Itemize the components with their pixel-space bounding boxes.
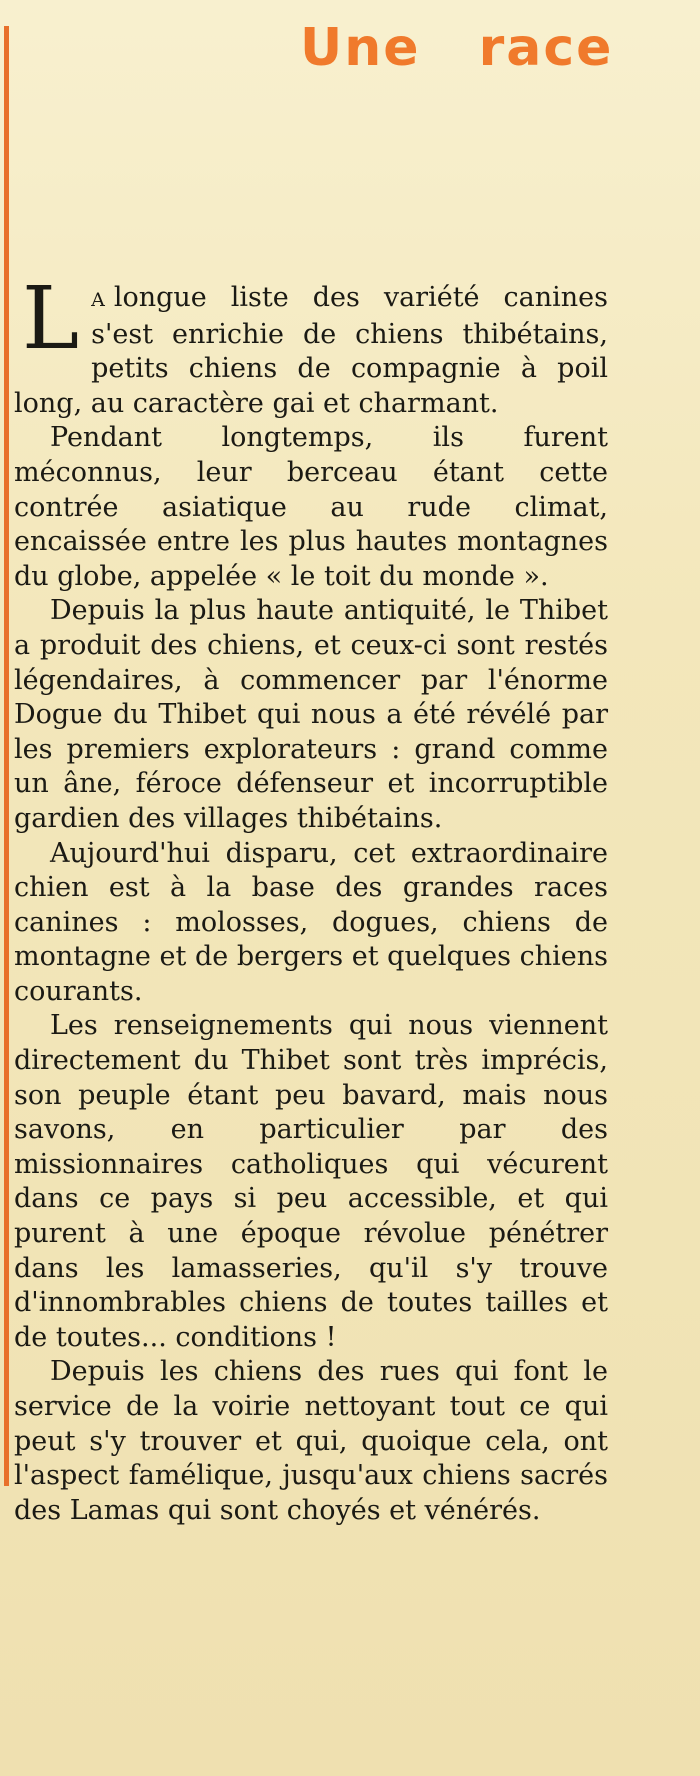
paragraph-2: Pendant longtemps, ils furent méconnus, leur berceau étant cette contrée asiatique au rude climat, encaissée entre les plus hautes montagnes du globe, appelée « le toit du monde ».: [14, 422, 608, 592]
margin-rule: [4, 26, 9, 1486]
paragraph-6: Depuis les chiens des rues qui font le service de la voirie nettoyant tout ce qui peut s'y trouver et qui, quoique cela, ont l'aspect famélique, jusqu'aux chiens sacrés des Lamas qui sont choyés et vénérés.: [14, 1356, 608, 1526]
paragraph-3: Depuis la plus haute antiquité, le Thibet a produit des chiens, et ceux-ci sont restés légendaires, à commencer par l'énorme Dogue du Thibet qui nous a été révélé par les premiers explorateurs : grand comme un âne, féroce défenseur et incorruptible gardien des villages thibétains.: [14, 595, 608, 834]
paragraph-1: [14, 269, 608, 421]
paragraph-5: Les renseignements qui nous viennent directement du Thibet sont très imprécis, son peuple étant peu bavard, mais nous savons, en particulier par des missionnaires catholiques qui vécurent dans ce pays si peu accessible, et qui purent à une époque révolue pénétrer dans les lamasseries, qu'il s'y trouve d'innombrables chiens de toutes tailles et de toutes... conditions !: [14, 1010, 608, 1353]
drop-cap: L: [22, 269, 80, 369]
article-body: [14, 269, 608, 1528]
first-word: A: [91, 289, 106, 311]
headline: Une race: [300, 18, 614, 78]
paragraph-4: Aujourd'hui disparu, cet extraordinaire chien est à la base des grandes races canines : molosses, dogues, chiens de montagne et de bergers et quelques chiens courants.: [14, 837, 608, 1007]
paragraph-1-text: longue liste des variété canines s'est enrichie de chiens thibétains, petits chiens de compagnie à poil long, au caractère gai et charmant.: [14, 282, 608, 419]
